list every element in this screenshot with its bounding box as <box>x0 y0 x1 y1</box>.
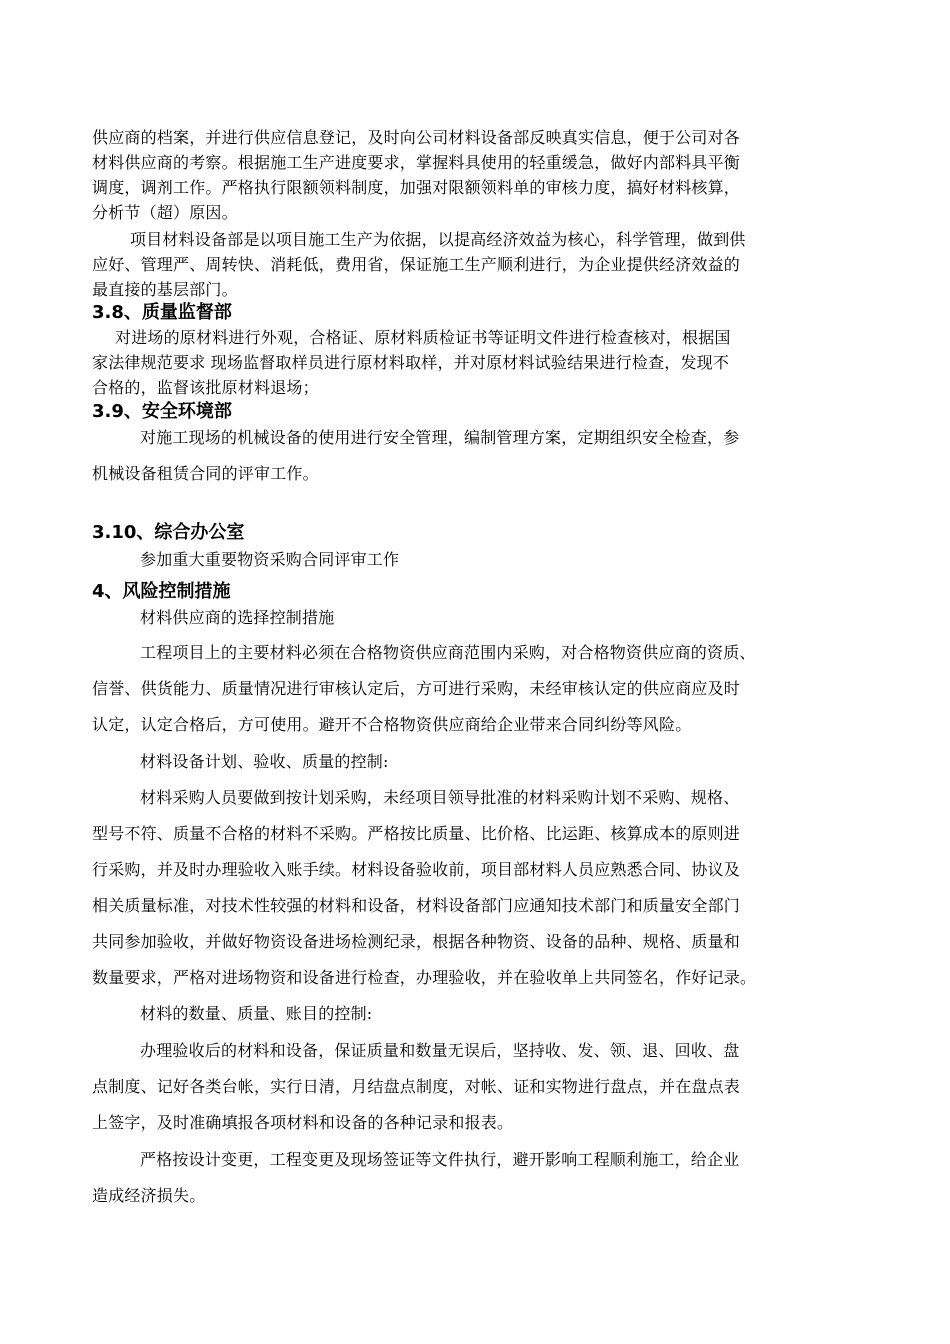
section-heading: 3.10、综合办公室 <box>92 522 245 543</box>
text-line: 材料供应商的考察。根据施工生产进度要求，掌握料具使用的轻重缓急，做好内部料具平衡 <box>92 153 741 172</box>
text-line: 上签字，及时准确填报各项材料和设备的各种记录和报表。 <box>92 1113 514 1132</box>
text-line: 供应商的档案，并进行供应信息登记，及时向公司材料设备部反映真实信息，便于公司对各 <box>92 128 741 147</box>
text-line: 认定，认定合格后，方可使用。避开不合格物资供应商给企业带来合同纠纷等风险。 <box>92 715 692 734</box>
text-line: 应好、管理严、周转快、消耗低，费用省，保证施工生产顺利进行，为企业提供经济效益的 <box>92 255 741 274</box>
text-line: 机械设备租赁合同的评审工作。 <box>92 464 319 483</box>
text-line: 项目材料设备部是以项目施工生产为依据，以提高经济效益为核心，科学管理，做到供 <box>130 230 746 249</box>
text-line: 工程项目上的主要材料必须在合格物资供应商范围内采购，对合格物资供应商的资质、 <box>140 643 756 662</box>
text-line: 参加重大重要物资采购合同评审工作 <box>140 550 400 569</box>
text-line: 共同参加验收，并做好物资设备进场检测纪录，根据各种物资、设备的品种、规格、质量和 <box>92 932 741 951</box>
text-line: 数量要求，严格对进场物资和设备进行检查，办理验收，并在验收单上共同签名，作好记录。 <box>92 968 757 987</box>
text-line: 对进场的原材料进行外观，合格证、原材料质检证书等证明文件进行检查核对，根据国 <box>115 328 731 347</box>
text-line: 对施工现场的机械设备的使用进行安全管理，编制管理方案，定期组织安全检查，参 <box>140 428 740 447</box>
text-line: 相关质量标准，对技术性较强的材料和设备，材料设备部门应通知技术部门和质量安全部门 <box>92 896 741 915</box>
text-line: 点制度、记好各类台帐，实行日清，月结盘点制度，对帐、证和实物进行盘点，并在盘点表 <box>92 1077 741 1096</box>
text-line: 办理验收后的材料和设备，保证质量和数量无误后，坚持收、发、领、退、回收、盘 <box>140 1041 740 1060</box>
section-heading: 3.9、安全环境部 <box>92 401 232 422</box>
section-heading: 3.8、质量监督部 <box>92 302 232 323</box>
section-heading: 4、风险控制措施 <box>92 581 231 602</box>
text-line: 严格按设计变更，工程变更及现场签证等文件执行，避开影响工程顺利施工，给企业 <box>140 1150 740 1169</box>
text-line: 材料供应商的选择控制措施 <box>140 608 335 627</box>
text-line: 材料设备计划、验收、质量的控制: <box>140 752 389 771</box>
text-line: 材料采购人员要做到按计划采购，未经项目领导批准的材料采购计划不采购、规格、 <box>140 788 740 807</box>
text-line: 材料的数量、质量、账目的控制: <box>140 1004 373 1023</box>
text-line: 分析节（超）原因。 <box>92 203 238 222</box>
text-line: 行采购，并及时办理验收入账手续。材料设备验收前，项目部材料人员应熟悉合同、协议及 <box>92 860 741 879</box>
text-line: 信誉、供货能力、质量情况进行审核认定后，方可进行采购，未经审核认定的供应商应及时 <box>92 679 741 698</box>
text-line: 合格的，监督该批原材料退场； <box>92 378 319 397</box>
text-line: 造成经济损失。 <box>92 1186 206 1205</box>
text-line: 最直接的基层部门。 <box>92 280 238 299</box>
text-line: 型号不符、质量不合格的材料不采购。严格按比质量、比价格、比运距、核算成本的原则进 <box>92 824 741 843</box>
text-line: 调度，调剂工作。严格执行限额领料制度，加强对限额领料单的审核力度，搞好材料核算， <box>92 178 741 197</box>
text-line: 家法律规范要求 现场监督取样员进行原材料取样，并对原材料试验结果进行检查，发现不 <box>92 353 730 372</box>
